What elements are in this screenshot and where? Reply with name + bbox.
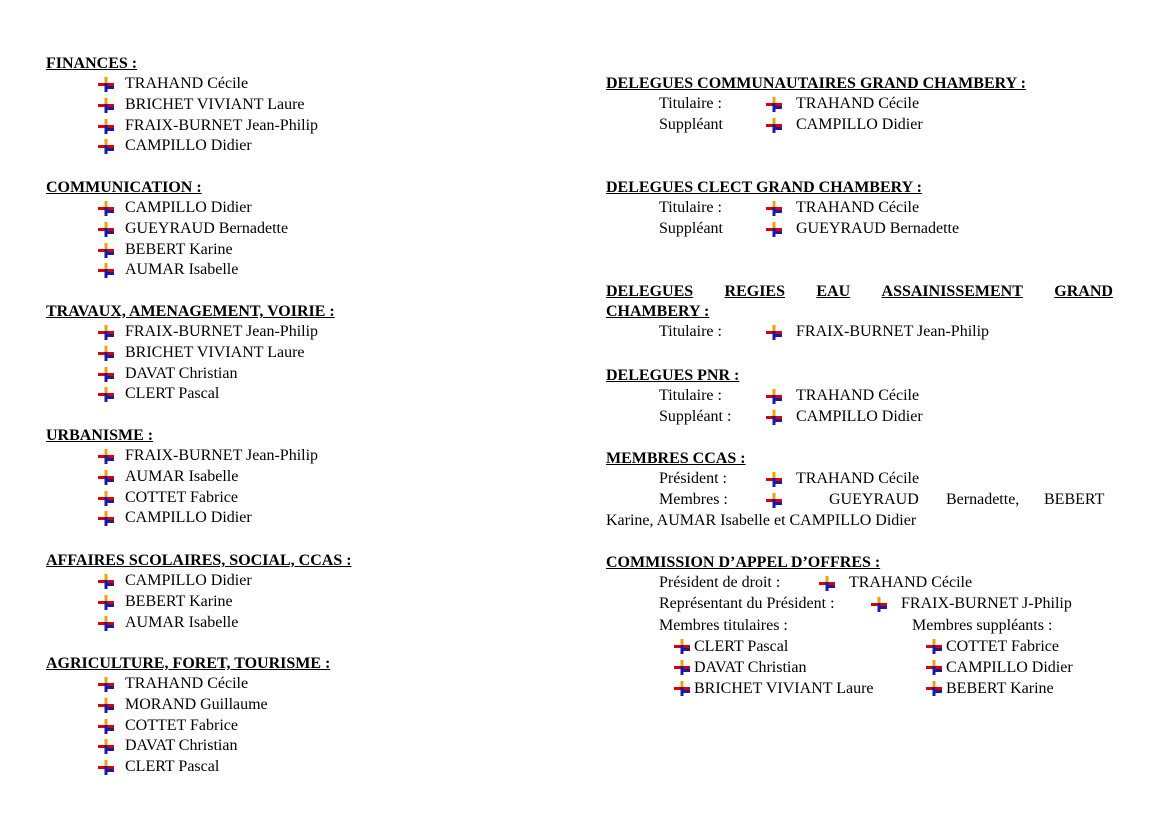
member-name: DAVAT Christian bbox=[694, 659, 807, 676]
cross-bullet-icon bbox=[98, 449, 114, 464]
membres-continuation: Karine, AUMAR Isabelle et CAMPILLO Didier bbox=[606, 511, 917, 529]
cross-bullet-icon bbox=[871, 597, 887, 612]
section-delegues-clect bbox=[606, 178, 1113, 240]
member-name: CAMPILLO Didier bbox=[125, 572, 252, 589]
member-list bbox=[46, 446, 566, 529]
section-heading: AGRICULTURE, FORET, TOURISME : bbox=[46, 655, 331, 672]
delegate-row bbox=[606, 198, 1113, 219]
cross-bullet-icon bbox=[98, 595, 114, 610]
cross-bullet-icon bbox=[98, 98, 114, 113]
list-item bbox=[46, 74, 566, 95]
president-name: TRAHAND Cécile bbox=[849, 574, 973, 591]
section-communication bbox=[46, 178, 566, 281]
section-heading: COMMISSION D’APPEL D’OFFRES : bbox=[606, 554, 881, 571]
member-list bbox=[46, 674, 566, 778]
cross-bullet-icon bbox=[926, 639, 942, 654]
member-name: BRICHET VIVIANT Laure bbox=[694, 680, 874, 697]
list-item bbox=[46, 260, 566, 281]
list-item bbox=[46, 613, 566, 634]
member-name: CAMPILLO Didier bbox=[125, 137, 252, 155]
member-name: DAVAT Christian bbox=[125, 737, 238, 755]
cross-bullet-icon bbox=[98, 739, 114, 754]
role-label: Titulaire : bbox=[659, 387, 722, 404]
representant-name: FRAIX-BURNET J-Philip bbox=[901, 594, 1072, 612]
member-name: BEBERT Karine bbox=[946, 680, 1054, 697]
member-list bbox=[46, 571, 566, 633]
list-item bbox=[46, 364, 566, 385]
member-list bbox=[46, 322, 566, 405]
list-item bbox=[46, 508, 566, 529]
member-name: DAVAT Christian bbox=[125, 364, 238, 382]
president-name: TRAHAND Cécile bbox=[796, 470, 920, 487]
section-heading bbox=[606, 282, 1113, 322]
cross-bullet-icon bbox=[98, 719, 114, 734]
member-name: MORAND Guillaume bbox=[125, 695, 268, 713]
cross-bullet-icon bbox=[98, 263, 114, 278]
list-item bbox=[674, 678, 874, 699]
member-name: BEBERT Karine bbox=[125, 592, 233, 610]
section-heading: TRAVAUX, AMENAGEMENT, VOIRIE : bbox=[46, 303, 335, 320]
list-item bbox=[46, 736, 566, 757]
delegate-name: CAMPILLO Didier bbox=[796, 407, 923, 425]
cross-bullet-icon bbox=[766, 410, 782, 425]
section-heading: MEMBRES CCAS : bbox=[606, 450, 746, 467]
cross-bullet-icon bbox=[98, 698, 114, 713]
cross-bullet-icon bbox=[98, 139, 114, 154]
member-name: CLERT Pascal bbox=[125, 758, 220, 776]
president-row bbox=[606, 469, 1113, 490]
cross-bullet-icon bbox=[98, 325, 114, 340]
member-name: BEBERT Karine bbox=[125, 240, 233, 258]
cross-bullet-icon bbox=[674, 681, 690, 696]
delegate-name: CAMPILLO Didier bbox=[796, 115, 923, 133]
member-name: TRAHAND Cécile bbox=[125, 675, 249, 692]
cross-bullet-icon bbox=[766, 472, 782, 487]
section-heading: FINANCES : bbox=[46, 55, 138, 72]
role-label: Suppléant : bbox=[659, 407, 732, 425]
section-finances bbox=[46, 54, 566, 157]
delegate-row bbox=[606, 407, 1113, 428]
section-delegues-pnr bbox=[606, 366, 1113, 428]
representant-row bbox=[606, 594, 1113, 615]
list-item bbox=[46, 446, 566, 467]
section-affaires-scolaires bbox=[46, 551, 566, 633]
list-item bbox=[46, 240, 566, 261]
member-name: AUMAR Isabelle bbox=[125, 613, 239, 631]
list-item bbox=[46, 467, 566, 488]
section-agriculture bbox=[46, 654, 566, 778]
role-label: Suppléant bbox=[659, 115, 723, 133]
delegate-name: TRAHAND Cécile bbox=[796, 387, 920, 404]
heading-word: GRAND bbox=[1054, 283, 1113, 300]
list-item bbox=[46, 198, 566, 219]
membres-row bbox=[606, 490, 1113, 511]
membres-word: Bernadette, bbox=[946, 490, 1020, 508]
member-list bbox=[46, 74, 566, 157]
cross-bullet-icon bbox=[766, 389, 782, 404]
cross-bullet-icon bbox=[674, 660, 690, 675]
president-row bbox=[606, 573, 1113, 594]
cross-bullet-icon bbox=[98, 367, 114, 382]
heading-word: ASSAINISSEMENT bbox=[881, 283, 1023, 300]
member-name: GUEYRAUD Bernadette bbox=[125, 219, 289, 237]
list-item bbox=[46, 716, 566, 737]
cross-bullet-icon bbox=[926, 660, 942, 675]
list-item bbox=[46, 674, 566, 695]
role-label: Membres : bbox=[659, 490, 728, 508]
list-item bbox=[674, 636, 874, 657]
member-name: BRICHET VIVIANT Laure bbox=[125, 343, 305, 361]
cross-bullet-icon bbox=[766, 493, 782, 508]
list-item bbox=[46, 219, 566, 240]
cross-bullet-icon bbox=[98, 574, 114, 589]
cross-bullet-icon bbox=[98, 387, 114, 402]
member-name: COTTET Fabrice bbox=[946, 638, 1060, 655]
list-item bbox=[46, 116, 566, 137]
member-list bbox=[46, 198, 566, 281]
section-heading: AFFAIRES SCOLAIRES, SOCIAL, CCAS : bbox=[46, 552, 352, 569]
cross-bullet-icon bbox=[98, 77, 114, 92]
list-item bbox=[926, 657, 1073, 678]
membres-word: GUEYRAUD bbox=[829, 490, 919, 508]
titulaires-list bbox=[674, 636, 874, 699]
delegate-row bbox=[606, 115, 1113, 136]
member-name: COTTET Fabrice bbox=[125, 716, 239, 734]
list-item bbox=[46, 757, 566, 778]
section-commission-appel-offres bbox=[606, 553, 1113, 697]
section-heading: URBANISME : bbox=[46, 427, 154, 444]
cross-bullet-icon bbox=[98, 511, 114, 526]
section-delegues-regies bbox=[606, 282, 1113, 343]
delegate-name: TRAHAND Cécile bbox=[796, 199, 920, 216]
list-item bbox=[46, 384, 566, 405]
delegate-name: TRAHAND Cécile bbox=[796, 95, 920, 112]
section-urbanisme bbox=[46, 426, 566, 529]
section-heading: DELEGUES COMMUNAUTAIRES GRAND CHAMBERY : bbox=[606, 75, 1026, 92]
list-item bbox=[46, 95, 566, 116]
delegate-row bbox=[606, 386, 1113, 407]
section-delegues-communautaires bbox=[606, 74, 1113, 136]
member-name: COTTET Fabrice bbox=[125, 488, 239, 506]
list-item bbox=[46, 343, 566, 364]
list-item bbox=[674, 657, 874, 678]
role-label: Titulaire : bbox=[659, 199, 722, 216]
heading-line-2: CHAMBERY : bbox=[606, 303, 710, 320]
delegate-name: GUEYRAUD Bernadette bbox=[796, 219, 960, 237]
heading-word: EAU bbox=[816, 283, 851, 300]
section-membres-ccas bbox=[606, 449, 1113, 531]
section-heading: DELEGUES PNR : bbox=[606, 367, 740, 384]
member-name: BRICHET VIVIANT Laure bbox=[125, 95, 305, 113]
cross-bullet-icon bbox=[98, 119, 114, 134]
member-name: AUMAR Isabelle bbox=[125, 467, 239, 485]
list-item bbox=[46, 136, 566, 157]
cross-bullet-icon bbox=[98, 616, 114, 631]
role-label: Titulaire : bbox=[659, 95, 722, 112]
suppleants-label: Membres suppléants : bbox=[912, 617, 1053, 634]
heading-word: REGIES bbox=[724, 283, 785, 300]
membres-word: BEBERT bbox=[1044, 490, 1105, 508]
role-label: Suppléant bbox=[659, 219, 723, 237]
section-heading: COMMUNICATION : bbox=[46, 179, 202, 196]
member-name: CAMPILLO Didier bbox=[125, 199, 252, 216]
cross-bullet-icon bbox=[98, 222, 114, 237]
cross-bullet-icon bbox=[766, 118, 782, 133]
member-name: FRAIX-BURNET Jean-Philip bbox=[125, 116, 319, 134]
member-name: FRAIX-BURNET Jean-Philip bbox=[125, 323, 319, 340]
list-item bbox=[46, 695, 566, 716]
heading-word: DELEGUES bbox=[606, 283, 694, 300]
role-label: Titulaire : bbox=[659, 323, 722, 340]
list-item bbox=[46, 322, 566, 343]
delegate-name: FRAIX-BURNET Jean-Philip bbox=[796, 323, 990, 340]
member-name: FRAIX-BURNET Jean-Philip bbox=[125, 447, 319, 464]
role-label: Représentant du Président : bbox=[659, 594, 835, 612]
member-name: CAMPILLO Didier bbox=[946, 659, 1073, 676]
section-travaux bbox=[46, 302, 566, 405]
list-item bbox=[926, 636, 1073, 657]
cross-bullet-icon bbox=[98, 201, 114, 216]
role-label: Président : bbox=[659, 470, 727, 487]
member-name: AUMAR Isabelle bbox=[125, 261, 239, 279]
member-name: CAMPILLO Didier bbox=[125, 509, 252, 527]
cross-bullet-icon bbox=[674, 639, 690, 654]
heading-line-1 bbox=[606, 282, 1113, 302]
cross-bullet-icon bbox=[766, 325, 782, 340]
member-name: CLERT Pascal bbox=[125, 385, 220, 403]
member-name: CLERT Pascal bbox=[694, 638, 789, 655]
delegate-row bbox=[606, 94, 1113, 115]
section-heading: DELEGUES CLECT GRAND CHAMBERY : bbox=[606, 179, 922, 196]
list-item bbox=[926, 678, 1073, 699]
cross-bullet-icon bbox=[766, 201, 782, 216]
suppleants-column bbox=[912, 615, 1052, 636]
cross-bullet-icon bbox=[98, 243, 114, 258]
titulaires-label: Membres titulaires : bbox=[659, 617, 788, 634]
cross-bullet-icon bbox=[766, 222, 782, 237]
cross-bullet-icon bbox=[98, 760, 114, 775]
list-item bbox=[46, 571, 566, 592]
list-item bbox=[46, 592, 566, 613]
cross-bullet-icon bbox=[98, 491, 114, 506]
cross-bullet-icon bbox=[98, 677, 114, 692]
cross-bullet-icon bbox=[819, 576, 835, 591]
role-label: Président de droit : bbox=[659, 574, 781, 591]
cross-bullet-icon bbox=[98, 470, 114, 485]
cross-bullet-icon bbox=[926, 681, 942, 696]
titulaires-column bbox=[659, 615, 788, 636]
list-item bbox=[46, 488, 566, 509]
suppleants-list bbox=[926, 636, 1073, 699]
cross-bullet-icon bbox=[98, 346, 114, 361]
member-name: TRAHAND Cécile bbox=[125, 75, 249, 92]
cross-bullet-icon bbox=[766, 97, 782, 112]
delegate-row bbox=[606, 322, 1113, 343]
delegate-row bbox=[606, 219, 1113, 240]
